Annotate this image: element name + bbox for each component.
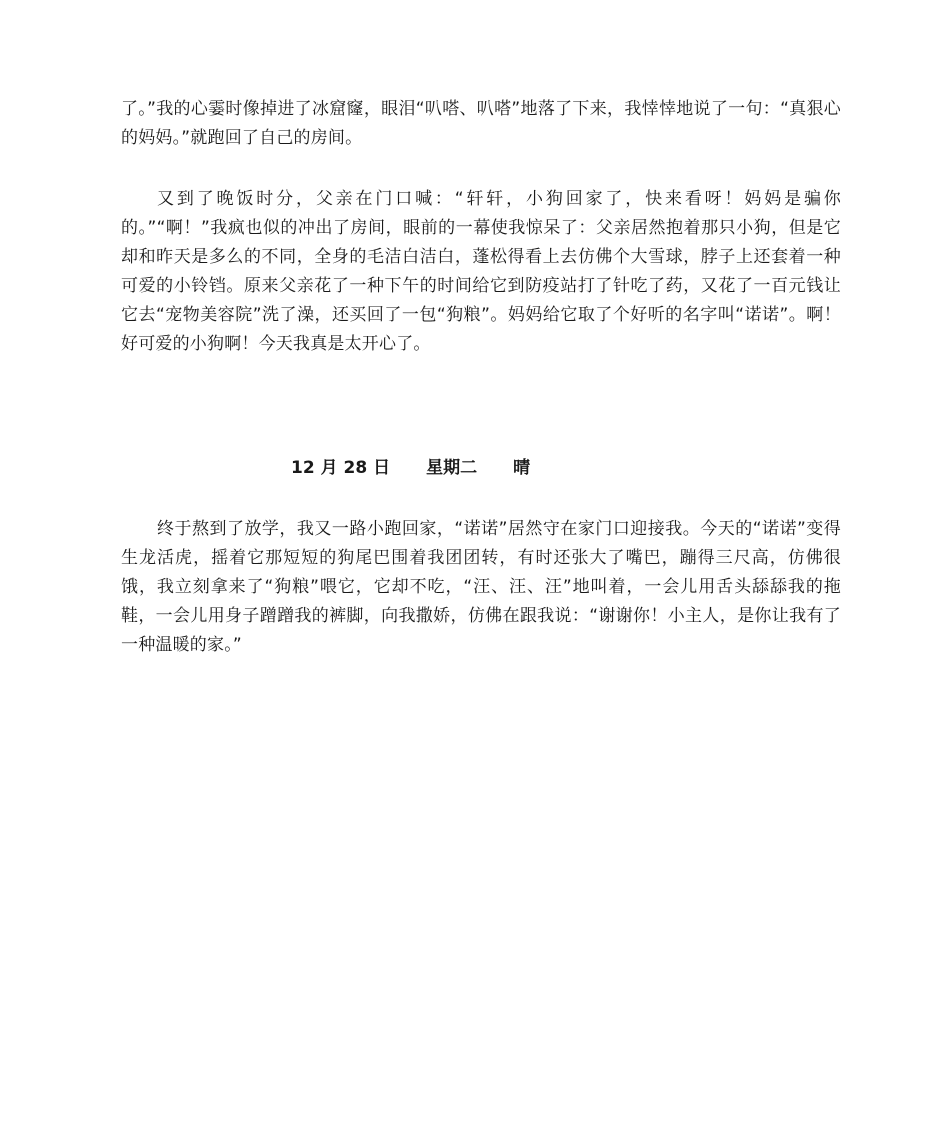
entry-date: 12 月 28 日 bbox=[291, 458, 391, 478]
entry-weekday: 星期二 bbox=[426, 458, 478, 478]
paragraph-continued: 了。”我的心霎时像掉进了冰窟窿，眼泪“叭嗒、叭嗒”地落了下来，我悻悻地说了一句：“真狠心的妈妈。”就跑回了自己的房间。 bbox=[121, 99, 841, 148]
paragraph-after-school: 终于熬到了放学，我又一路小跑回家，“诺诺”居然守在家门口迎接我。今天的“诺诺”变得生龙活虎，摇着它那短短的狗尾巴围着我团团转，有时还张大了嘴巴，蹦得三尺高，仿佛很饿，我立刻拿来了“狗粮”喂它，它却不吃，“汪、汪、汪”地叫着，一会儿用舌头舔舔我的拖鞋，一会儿用身子蹭蹭我的裤脚，向我撒娇，仿佛在跟我说：“谢谢你！小主人，是你让我有了一种温暖的家。” bbox=[121, 519, 841, 655]
entry-weather: 晴 bbox=[513, 458, 531, 478]
paragraph-dinner-time: 又到了晚饭时分，父亲在门口喊：“轩轩，小狗回家了，快来看呀！妈妈是骗你的。”“啊！”我疯也似的冲出了房间，眼前的一幕使我惊呆了：父亲居然抱着那只小狗，但是它却和昨天是多么的不同，全身的毛洁白洁白，蓬松得看上去仿佛个大雪球，脖子上还套着一种可爱的小铃铛。原来父亲花了一种下午的时间给它到防疫站打了针吃了药，又花了一百元钱让它去“宠物美容院”洗了澡，还买回了一包“狗粮”。妈妈给它取了个好听的名字叫“诺诺”。啊！好可爱的小狗啊！今天我真是太开心了。 bbox=[121, 189, 841, 354]
diary-entry-heading bbox=[291, 454, 530, 483]
